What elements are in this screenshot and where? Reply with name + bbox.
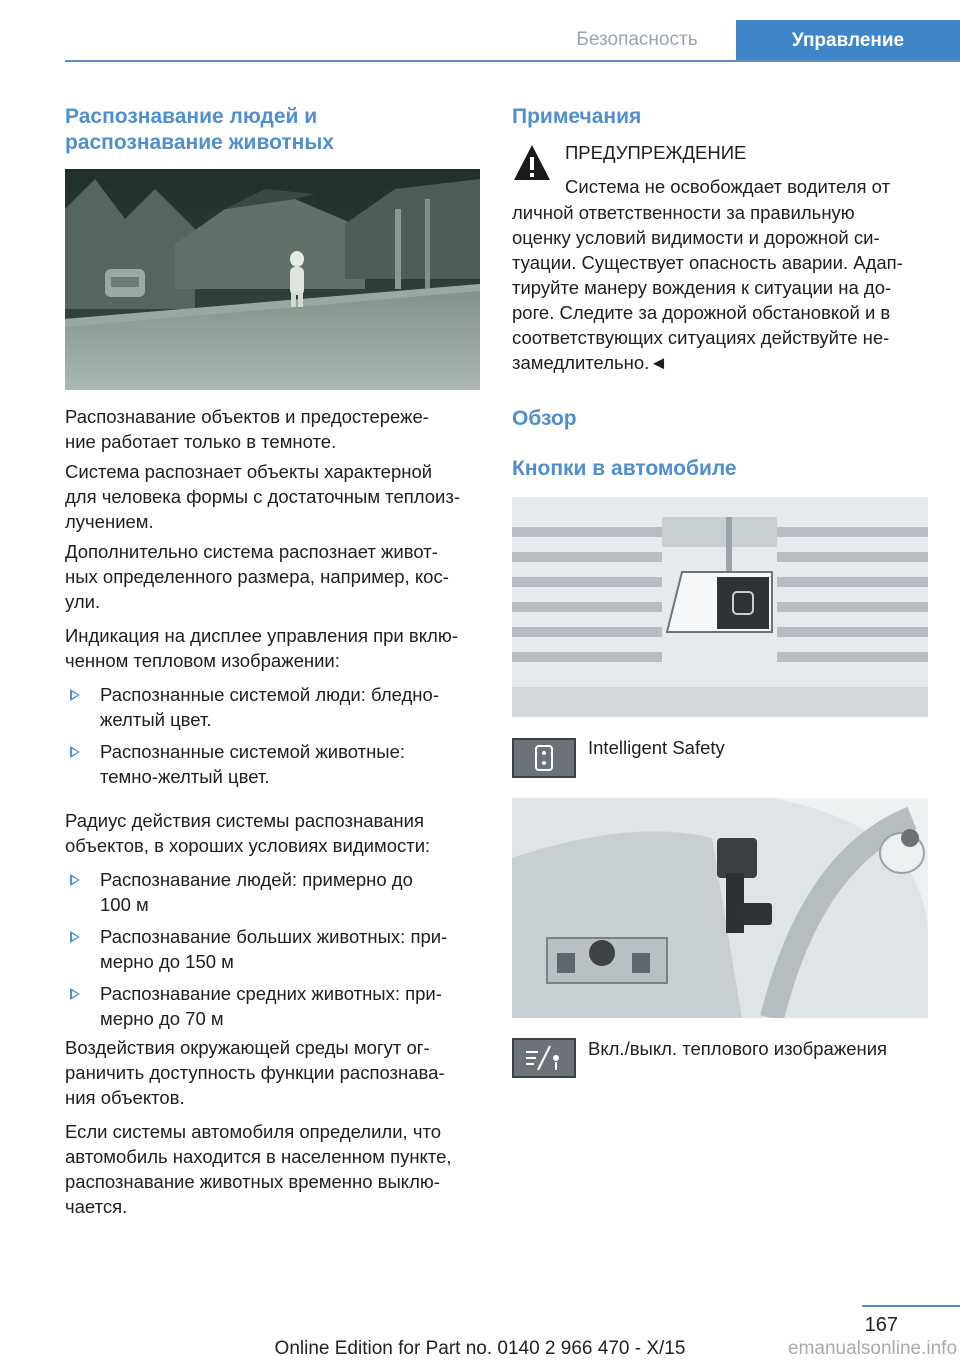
buttons-heading: Кнопки в автомобиле <box>512 457 737 480</box>
warning-text: личной ответственности за правильную оценку условий видимости и дорожной си- туации. Существует опасность аварии. Адап- тируйте манеру вождения к ситуации на до- роге. Следите за дорожной обстановкой и в соответствующих ситуациях действуйте не- замедлительно.◄ <box>512 202 903 373</box>
paragraph-settlement: Если системы автомобиля определили, что автомобиль находится в населенном пункте, распознавание животных временно выклю- чается. <box>65 1121 452 1217</box>
warning-first-line: Система не освобождает водителя от <box>565 176 891 197</box>
triangle-bullet-icon <box>70 746 80 758</box>
tab-control[interactable]: Управление <box>736 20 960 62</box>
list-item: Распознавание больших животных: при- мерно до 150 м <box>100 926 448 972</box>
night-vision-icon <box>512 1038 576 1078</box>
list-item: Распознавание людей: примерно до 100 м <box>100 869 413 915</box>
heading-line: распознавание животных <box>65 131 334 154</box>
overview-heading: Обзор <box>512 407 577 430</box>
intelligent-safety-icon <box>512 738 576 778</box>
heading-line: Распознавание людей и <box>65 105 318 128</box>
night-vision-photo <box>65 169 480 390</box>
paragraph-shape-detection: Система распознает объекты характерной для человека формы с достаточным теплоиз- лучением. <box>65 461 461 532</box>
page-number-divider <box>862 1305 960 1307</box>
paragraph-environment: Воздействия окружающей среды могут ог- раничить доступность функции распознава- ния объектов. <box>65 1037 445 1108</box>
button-panel-photo <box>512 497 928 717</box>
notes-heading: Примечания <box>512 105 642 128</box>
tab-safety[interactable]: Безопасность <box>576 29 698 50</box>
paragraph-darkness: Распознавание объектов и предостереже- ние работает только в темноте. <box>65 406 429 452</box>
list-item: Распознанные системой животные: темно-желтый цвет. <box>100 741 406 787</box>
triangle-bullet-icon <box>70 931 80 943</box>
paragraph-range: Радиус действия системы распознавания объектов, в хороших условиях видимости: <box>65 810 431 856</box>
night-vision-label: Вкл./выкл. теплового изображения <box>588 1038 888 1059</box>
triangle-bullet-icon <box>70 988 80 1000</box>
intelligent-safety-label: Intelligent Safety <box>588 737 725 758</box>
paragraph-display: Индикация на дисплее управления при вклю- ченном тепловом изображении: <box>65 625 458 671</box>
warning-triangle-icon <box>512 142 552 184</box>
warning-title: ПРЕДУПРЕЖДЕНИЕ <box>565 142 747 163</box>
watermark: emanualsonline.info <box>788 1338 958 1359</box>
list-item: Распознавание средних животных: при- мерно до 70 м <box>100 983 442 1029</box>
section-heading-recognition <box>65 104 334 156</box>
list-item: Распознанные системой люди: бледно- желтый цвет. <box>100 684 439 730</box>
header-divider <box>65 60 960 62</box>
page-number: 167 <box>864 1314 898 1336</box>
paragraph-animals: Дополнительно система распознает живот- ных определенного размера, например, кос- ули. <box>65 541 449 612</box>
triangle-bullet-icon <box>70 874 80 886</box>
triangle-bullet-icon <box>70 689 80 701</box>
steering-area-photo <box>512 798 928 1018</box>
edition-footer: Online Edition for Part no. 0140 2 966 470 - X/15 <box>274 1338 686 1359</box>
